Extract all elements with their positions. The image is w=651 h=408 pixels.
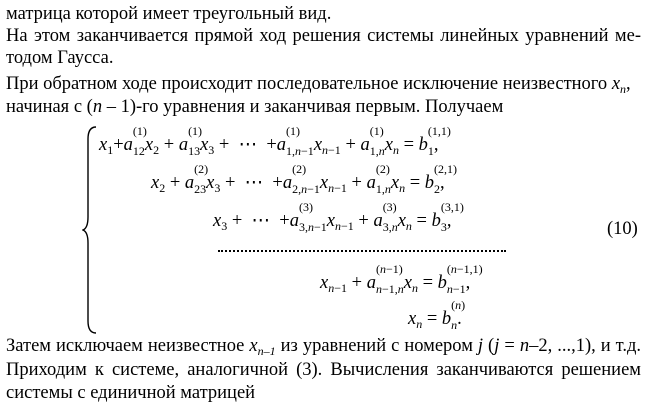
equation-row-n: $x_n = b$ (n) $_n$. (408, 298, 466, 332)
math-var: n (92, 97, 103, 117)
text-span: , (626, 74, 631, 94)
equation-row-2: $x_2 + a$ (2) $_{23}x_3$ + ⋯ +a (2) $_{2,n-1}x_{n-1} + a$ (2) $_{1,n}x_n = b$ (2,1) $_2$, (151, 162, 457, 196)
text-line-4 (6, 73, 641, 95)
equation-row-n-1: $x_{n-1} + a$ (n−1) $_{n-1,n}x_n = b$ (n−1,1) $_{n-1}$, (320, 262, 483, 296)
text-span: – 1)-го уравнения и заканчивая первым. Получаем (102, 97, 504, 117)
text-line-6 (6, 335, 641, 357)
equation-number: (10) (607, 219, 638, 239)
text-span: начиная с ( (6, 97, 93, 117)
math-var: x (611, 74, 621, 94)
math-var: n (519, 336, 530, 356)
text-line-2: На этом заканчивается прямой ход решения системы линейных уравнений ме- (6, 26, 641, 46)
text-span: –2, ...,1), и т.д. (529, 336, 641, 356)
math-var: j (494, 336, 500, 356)
text-line-5 (6, 96, 641, 118)
dotted-separator (218, 250, 506, 252)
text-span: Затем исключаем неизвестное (6, 336, 250, 356)
equation-row-3: $x_3$ + ⋯ +a (3) $_{3,n-1}x_{n-1} + a$ (3) $_{3,n}x_n = b$ (3,1) $_3$, (213, 200, 464, 234)
text-span: из уравнений с номером (275, 336, 478, 356)
text-span: При обратном ходе происходит последовательное исключение неизвестного (6, 74, 612, 94)
text-span: = (499, 336, 520, 356)
text-line-7: Приходим к системе, аналогичной (3). Вычисления заканчиваются решением (6, 360, 641, 380)
text-line-3: тодом Гаусса. (6, 48, 114, 68)
equation-row-1: $x_1+a$ (1) $_{12}x_2 + a$ (1) $_{13}x_3$ + ⋯ +a (1) $_{1,n-1}x_{n-1} + a$ (1) $_{1,n}x_n = b$ (1,1) $_1$, (99, 124, 451, 158)
text-line-8: системы с единичной матрицей (6, 383, 256, 403)
math-sub: n–1 (257, 344, 276, 358)
math-sub: n (620, 82, 627, 96)
math-var: j (477, 336, 484, 356)
math-var: x (249, 336, 258, 356)
left-brace (82, 125, 98, 335)
text-line-1: матрица которой имеет треугольный вид. (6, 4, 332, 24)
text-span: ( (483, 336, 495, 356)
